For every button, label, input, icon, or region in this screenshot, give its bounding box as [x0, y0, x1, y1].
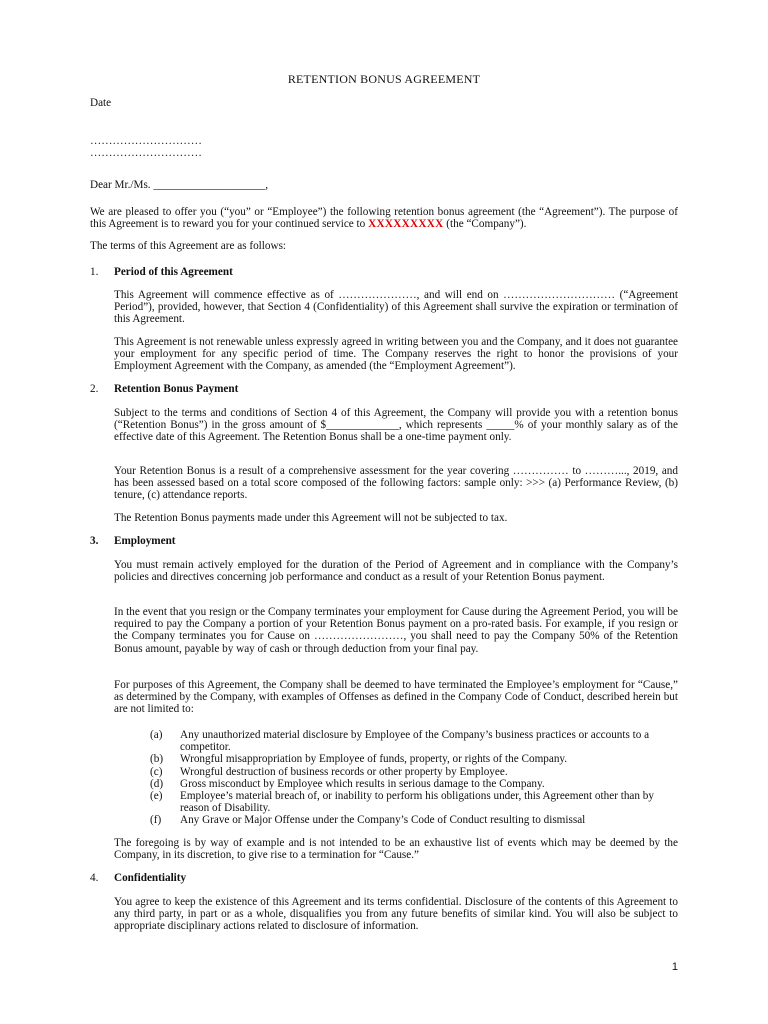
document-title: RETENTION BONUS AGREEMENT — [287, 72, 481, 86]
offense-list — [150, 729, 678, 827]
list-item-label: (e) — [150, 790, 163, 803]
paragraph: This Agreement is not renewable unless expressly agreed in writing between you and the Company, and it does not guarantee your employment for any specific period of time. The Company reserves the right to honor the provisions of your Employment Agreement with the Company, as amended (the “Employment Agreement”). — [114, 336, 678, 373]
page-number: 1 — [671, 961, 678, 973]
section-title: Period of this Agreement — [114, 266, 233, 278]
paragraph: In the event that you resign or the Company terminates your employment for Cause during the Agreement Period, you will be required to pay the Company a portion of your Retention Bonus payment on a pro-rated basis. For example, if you resign or the Company terminates you for Cause on ……………………, you shall need to pay the Company 50% of the Retention Bonus amount, payable by way of cash or through deduction from your final pay. — [114, 606, 678, 655]
terms-intro: The terms of this Agreement are as follows: — [90, 240, 287, 252]
list-item-label: (b) — [150, 753, 164, 766]
list-item-text: Employee’s material breach of, or inability to perform his obligations under, this Agreement other than by reason of Disability. — [180, 790, 654, 815]
list-item — [150, 729, 678, 753]
list-item-text: Gross misconduct by Employee which results in serious damage to the Company. — [180, 777, 545, 790]
intro-paragraph — [90, 206, 678, 230]
section-title: Employment — [114, 535, 176, 547]
date-label: Date — [90, 97, 112, 109]
list-item-text: Any unauthorized material disclosure by Employee of the Company’s business practices or accounts to a competitor. — [180, 729, 650, 754]
list-item — [150, 753, 678, 765]
list-item-text: Wrongful misappropriation by Employee of funds, property, or rights of the Company. — [180, 753, 568, 766]
section-number: 3. — [90, 535, 99, 547]
section-number: 1. — [90, 266, 99, 278]
paragraph: The foregoing is by way of example and is not intended to be an exhaustive list of events which may be deemed by the Company, in its discretion, to give rise to a termination for “Cause.” — [114, 837, 678, 862]
intro-text-1: We are pleased to offer you (“you” or “Employee”) the following retention bonus agreement (the “Agreement”). The purpose of this Agreement is to reward you for your continued service to — [90, 206, 678, 231]
paragraph: For purposes of this Agreement, the Company shall be deemed to have terminated the Employee’s employment for “Cause,” as determined by the Company, with examples of Offenses as defined in the Company Code of Conduct, described herein but are not limited to: — [114, 679, 678, 716]
paragraph: You agree to keep the existence of this Agreement and its terms confidential. Disclosure of the contents of this Agreement to any third party, in part or as a whole, disqualifies you from any future benefits of similar kind. You will also be subject to appropriate disciplinary actions related to disclosure of information. — [114, 896, 678, 933]
section-title: Retention Bonus Payment — [114, 383, 239, 395]
list-item — [150, 766, 678, 778]
paragraph: You must remain actively employed for the duration of the Period of Agreement and in compliance with the Company’s policies and directives concerning job performance and conduct as a result of your Retention Bonus payment. — [114, 559, 678, 584]
list-item-label: (f) — [150, 814, 162, 827]
paragraph: This Agreement will commence effective as of …………………, and will end on ………………………… (“Agreement Period”), provided, however, that Section 4 (Confidentiality) of this Agreement shall survive the expiration or termination of this Agreement. — [114, 289, 678, 326]
paragraph: Subject to the terms and conditions of Section 4 of this Agreement, the Company will provide you with a retention bonus (“Retention Bonus”) in the gross amount of $_____________, which represents _____% of your monthly salary as of the effective date of this Agreement. The Retention Bonus shall be a one-time payment only. — [114, 407, 678, 444]
paragraph: Your Retention Bonus is a result of a comprehensive assessment for the year covering …………… to ………..., 2019, and has been assessed based on a total score composed of the following factors: sample only: >>> (a) Performance Review, (b) tenure, (c) attendance reports. — [114, 465, 678, 502]
address-line-2: ………………………… — [90, 147, 202, 159]
company-placeholder: XXXXXXXXX — [368, 218, 444, 231]
section-number: 4. — [90, 872, 99, 884]
section-heading-2 — [90, 383, 238, 395]
salutation: Dear Mr./Ms. ____________________, — [90, 179, 269, 191]
list-item — [150, 778, 678, 790]
section-title: Confidentiality — [114, 872, 187, 884]
intro-text-2: (the “Company”). — [443, 218, 527, 231]
list-item-label: (d) — [150, 777, 164, 790]
section-heading-3 — [90, 535, 176, 547]
list-item — [150, 814, 678, 826]
list-item-label: (c) — [150, 765, 163, 778]
paragraph: The Retention Bonus payments made under this Agreement will not be subjected to tax. — [114, 512, 508, 524]
list-item — [150, 790, 678, 814]
section-heading-1 — [90, 266, 233, 278]
list-item-label: (a) — [150, 729, 163, 741]
list-item-text: Wrongful destruction of business records or other property by Employee. — [180, 765, 508, 778]
section-number: 2. — [90, 383, 99, 395]
section-heading-4 — [90, 872, 186, 884]
address-line-1: ………………………… — [90, 135, 202, 147]
list-item-text: Any Grave or Major Offense under the Company’s Code of Conduct resulting to dismissal — [180, 814, 586, 827]
